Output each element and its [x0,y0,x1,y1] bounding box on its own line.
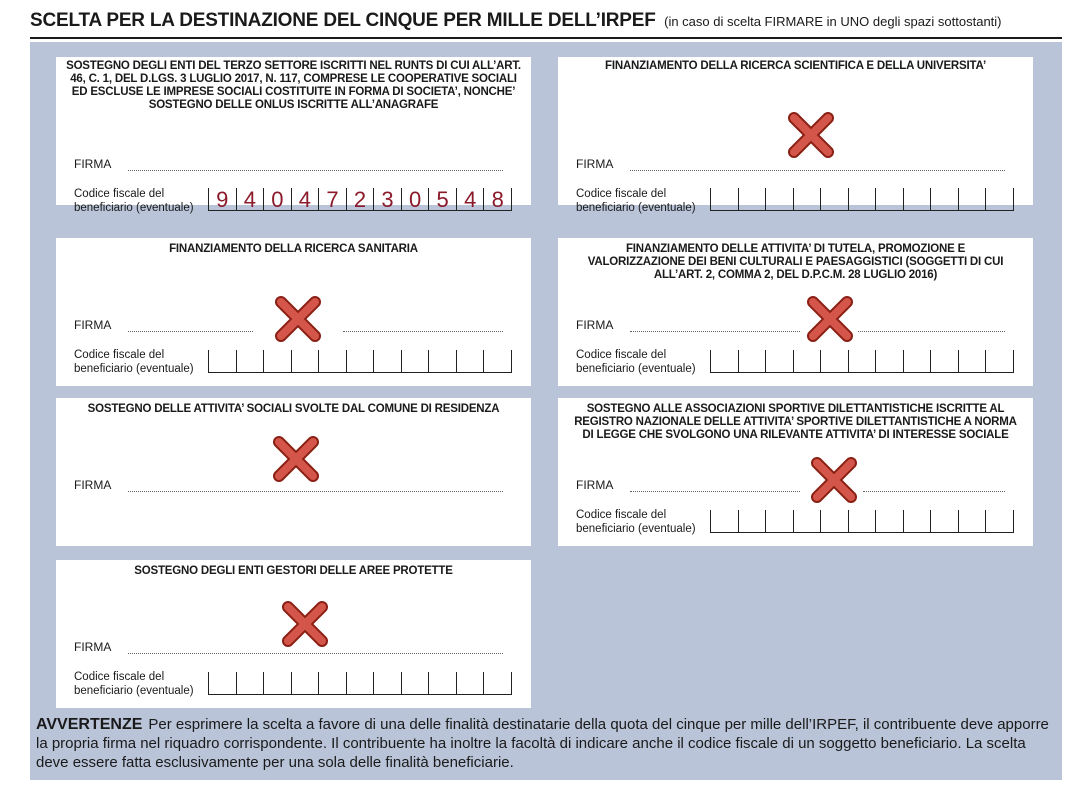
form-title [30,10,1070,36]
cf-label: Codice fiscale del beneficiario (eventuale) [576,349,696,375]
cf-digit: 3 [373,188,401,210]
signature-line[interactable] [630,170,1005,171]
box-comune[interactable] [56,398,531,546]
warning-text [36,715,1056,772]
cf-digit: 2 [346,188,374,210]
x-mark-icon [788,112,834,158]
title-rule [30,37,1062,39]
box-aree-protette[interactable] [56,560,531,708]
title-main: SCELTA PER LA DESTINAZIONE DEL CINQUE PER MILLE DELL’IRPEF [30,10,656,31]
x-mark-icon [282,601,328,647]
cf-digit: 5 [428,188,456,210]
firma-label: FIRMA [74,640,112,654]
x-mark-icon [275,296,321,342]
codice-fiscale-field[interactable] [208,350,512,373]
cf-digit: 7 [318,188,346,210]
cf-digit: 4 [236,188,264,210]
cf-digit: 0 [263,188,291,210]
signature-line[interactable] [343,331,503,332]
firma-label: FIRMA [576,318,614,332]
cf-label: Codice fiscale del beneficiario (eventuale) [74,671,194,697]
signature-line[interactable] [630,331,800,332]
box-terzo-settore[interactable] [56,57,531,214]
cf-digit: 0 [401,188,429,210]
box-ricerca-sanitaria[interactable] [56,238,531,386]
title-subtitle: (in caso di scelta FIRMARE in UNO degli spazi sottostanti) [664,14,1002,29]
signature-line[interactable] [863,491,1005,492]
cf-digit: 9 [208,188,236,210]
box-title: SOSTEGNO DELLE ATTIVITA’ SOCIALI SVOLTE DAL COMUNE DI RESIDENZA [87,403,500,415]
warning-body: Per esprimere la scelta a favore di una delle finalità destinatarie della quota del cinque per mille dell’IRPEF, il contribuente deve apporre la propria firma nel riquadro corrispondente. Il contribuente ha inoltre la facoltà di indicare anche il codice fiscale di un soggetto beneficiario. La scelta deve essere fatta esclusivamente per una sola delle finalità beneficiarie. [36,716,1049,771]
box-beni-culturali[interactable] [558,238,1033,386]
codice-fiscale-field[interactable] [710,188,1014,211]
warning-heading: AVVERTENZE [36,716,143,733]
firma-label: FIRMA [74,478,112,492]
box-sportive[interactable] [558,398,1033,546]
x-mark-icon [807,296,853,342]
firma-label: FIRMA [74,318,112,332]
codice-fiscale-field[interactable] [710,510,1014,533]
box-title: FINANZIAMENTO DELLA RICERCA SCIENTIFICA E DELLA UNIVERSITA’ [605,60,986,72]
signature-line[interactable] [128,491,503,492]
x-mark-icon [811,457,857,503]
box-title: FINANZIAMENTO DELLA RICERCA SANITARIA [169,243,418,255]
codice-fiscale-field[interactable] [208,188,512,211]
cf-label: Codice fiscale del beneficiario (eventuale) [576,509,696,535]
box-ricerca-scientifica[interactable] [558,57,1033,214]
box-title: SOSTEGNO ALLE ASSOCIAZIONI SPORTIVE DILETTANTISTICHE ISCRITTE AL REGISTRO NAZIONALE DELLE ATTIVITA’ SPORTIVE DILETTANTISTICHE A NORMA DI LEGGE CHE SVOLGONO UNA RILEVANTE ATTIVITA’ DI INTERESSE SOCIALE [574,403,1017,441]
x-mark-icon [273,436,319,482]
firma-label: FIRMA [74,157,112,171]
signature-line[interactable] [858,331,1005,332]
signature-line[interactable] [128,653,503,654]
signature-line[interactable] [128,331,253,332]
box-title: FINANZIAMENTO DELLE ATTIVITA’ DI TUTELA, PROMOZIONE E VALORIZZAZIONE DEI BENI CULTURALI E PAESAGGISTICI (SOGGETTI DI CUI ALL’ART. 2, COMMA 2, DEL D.P.C.M. 28 LUGLIO 2016) [587,243,1004,281]
cf-digit: 8 [483,188,512,210]
signature-line[interactable] [128,170,503,171]
codice-fiscale-field[interactable] [208,672,512,695]
box-title: SOSTEGNO DEGLI ENTI GESTORI DELLE AREE PROTETTE [134,565,453,577]
firma-label: FIRMA [576,478,614,492]
cf-label: Codice fiscale del beneficiario (eventuale) [74,188,194,214]
cf-digit: 4 [456,188,484,210]
signature-line[interactable] [630,491,800,492]
cf-label: Codice fiscale del beneficiario (eventuale) [576,188,696,214]
codice-fiscale-field[interactable] [710,350,1014,373]
cf-label: Codice fiscale del beneficiario (eventuale) [74,349,194,375]
firma-label: FIRMA [576,157,614,171]
box-title: SOSTEGNO DEGLI ENTI DEL TERZO SETTORE ISCRITTI NEL RUNTS DI CUI ALL’ART. 46, C. 1, DEL D.LGS. 3 LUGLIO 2017, N. 117, COMPRESE LE COOPERATIVE SOCIALI ED ESCLUSE LE IMPRESE SOCIALI COSTITUITE IN FORMA DI SOCIETA’, NONCHE’ SOSTEGNO DELLE ONLUS ISCRITTE ALL’ANAGRAFE [66,60,521,111]
cf-digit: 4 [291,188,319,210]
